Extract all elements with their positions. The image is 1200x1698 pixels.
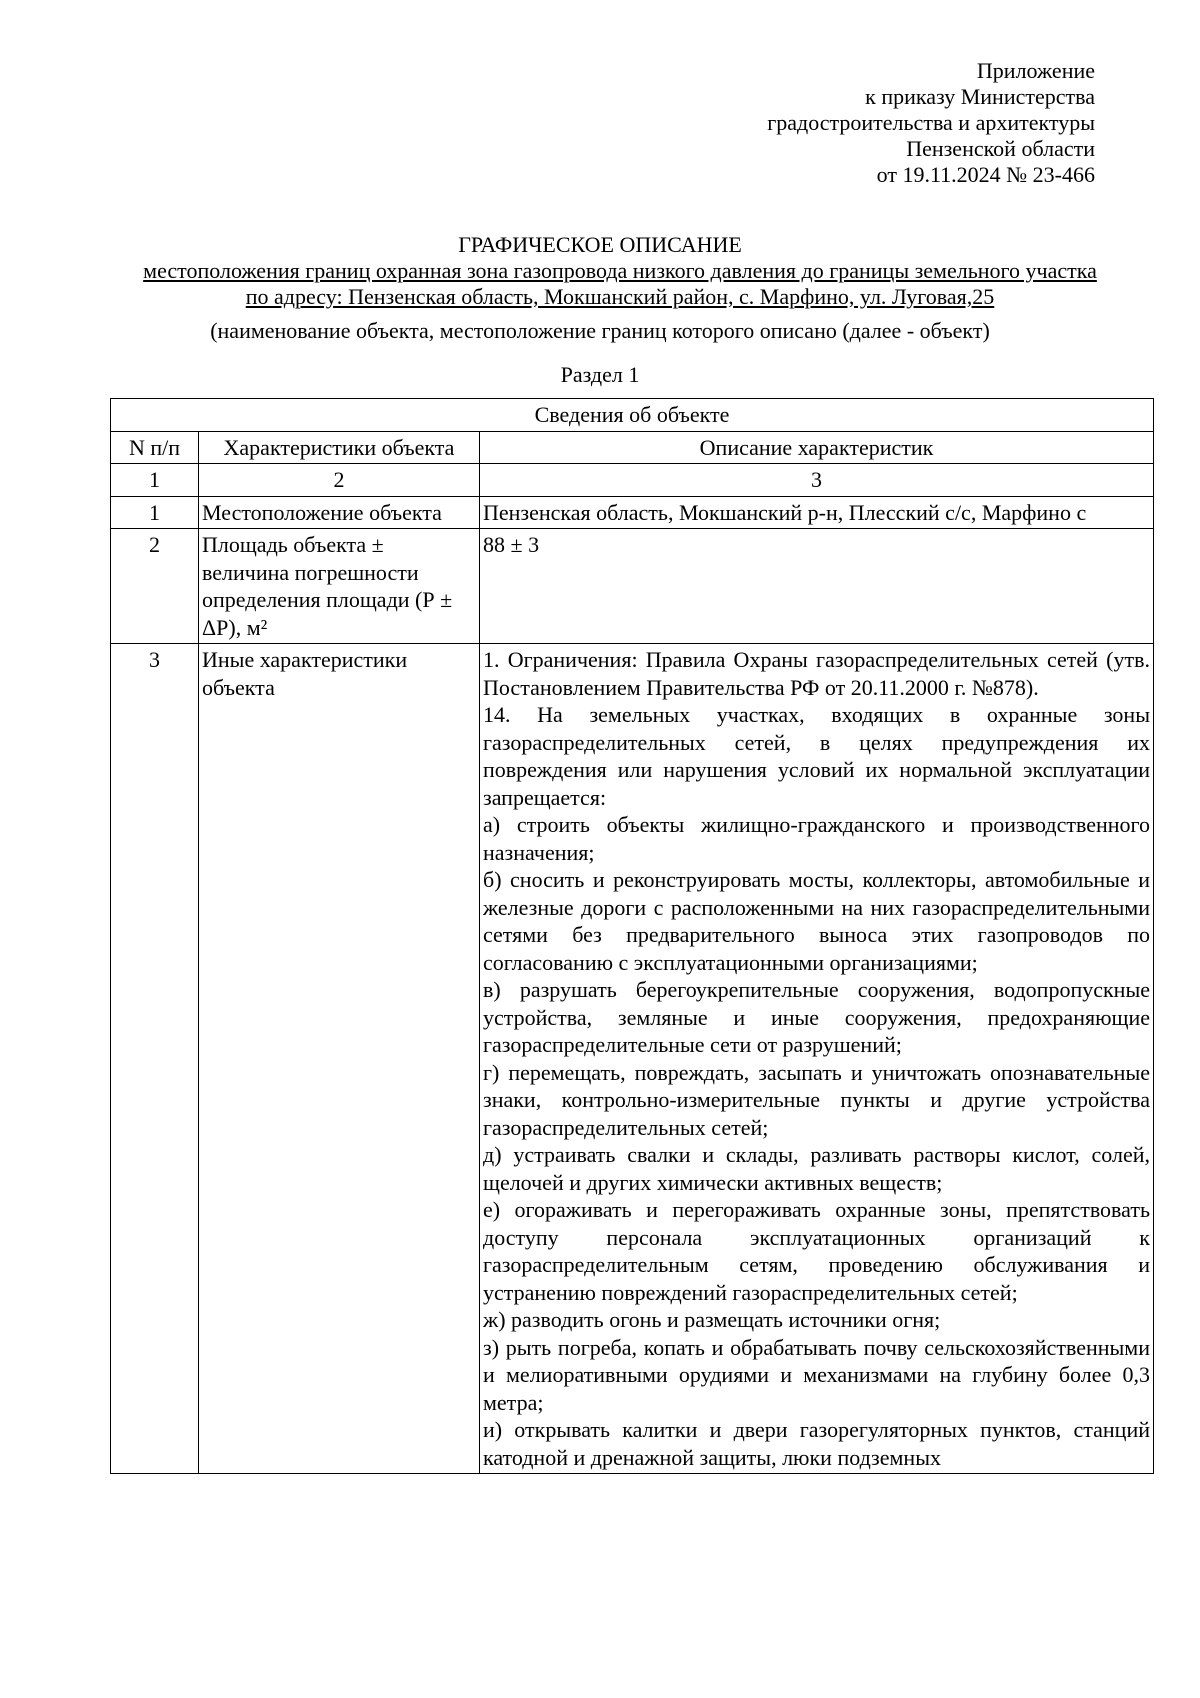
object-caption: (наименование объекта, местоположение границ которого описано (далее - объект) [210, 318, 990, 343]
row-characteristic: Площадь объекта ± величина погрешности определения площади (Р ± ΔР), м² [199, 529, 480, 644]
restriction-paragraph: ж) разводить огонь и размещать источники огня; [483, 1307, 941, 1332]
object-info-table [110, 398, 1154, 1474]
table-header-row [111, 431, 1154, 464]
appendix-line: от 19.11.2024 № 23-466 [876, 162, 1095, 187]
header-description: Описание характеристик [480, 431, 1154, 464]
row-number: 3 [111, 644, 199, 1474]
table-row [111, 529, 1154, 644]
restriction-paragraph: в) разрушать берегоукрепительные сооружения, водопропускные устройства, земляные и иные сооружения, предохраняющие газораспределительные сети от разрушений; [483, 977, 1150, 1057]
column-number: 1 [111, 464, 199, 497]
appendix-line: Приложение [976, 58, 1095, 83]
appendix-line: Пензенской области [906, 136, 1095, 161]
restriction-paragraph: 1. Ограничения: Правила Охраны газораспределительных сетей (утв. Постановлением Правительства РФ от 20.11.2000 г. №878). [483, 647, 1150, 700]
appendix-line: к приказу Министерства [865, 84, 1095, 109]
appendix-line: градостроительства и архитектуры [767, 110, 1095, 135]
row-number: 1 [111, 496, 199, 529]
restriction-paragraph: д) устраивать свалки и склады, разливать растворы кислот, солей, щелочей и других химически активных веществ; [483, 1142, 1150, 1195]
table-row [111, 496, 1154, 529]
row-characteristic: Местоположение объекта [199, 496, 480, 529]
appendix-block [575, 58, 1095, 188]
document-title: ГРАФИЧЕСКОЕ ОПИСАНИЕ [458, 232, 742, 257]
header-num: N п/п [111, 431, 199, 464]
row-value: Пензенская область, Мокшанский р-н, Плесский с/с, Марфино с [480, 496, 1154, 529]
restriction-paragraph: г) перемещать, повреждать, засыпать и уничтожать опознавательные знаки, контрольно-измерительные пункты и другие устройства газораспределительных сетей; [483, 1059, 1150, 1140]
row-value: 88 ± 3 [480, 529, 1154, 644]
restriction-paragraph: з) рыть погреба, копать и обрабатывать почву сельскохозяйственными и мелиоративными орудиями и механизмами на глубину более 0,3 метра; [483, 1334, 1150, 1415]
row-number: 2 [111, 529, 199, 644]
column-number: 2 [199, 464, 480, 497]
restriction-paragraph: и) открывать калитки и двери газорегуляторных пунктов, станций катодной и дренажной защиты, люки подземных [483, 1417, 1150, 1470]
section-heading: Раздел 1 [560, 362, 640, 387]
column-number: 3 [480, 464, 1154, 497]
restriction-paragraph: 14. На земельных участках, входящих в охранные зоны газораспределительных сетей, в целях предупреждения их повреждения или нарушения условий их нормальной эксплуатации запрещается: [483, 702, 1150, 810]
column-numbering-row [111, 464, 1154, 497]
table-row [111, 644, 1154, 1474]
table-caption: Сведения об объекте [111, 399, 1154, 432]
row-characteristic: Иные характеристики объекта [199, 644, 480, 1474]
restriction-paragraph: б) сносить и реконструировать мосты, коллекторы, автомобильные и железные дороги с расположенными на них газораспределительными сетями без предварительного выноса этих газопроводов по согласованию с эксплуатационными организациями; [483, 867, 1150, 975]
header-characteristics: Характеристики объекта [199, 431, 480, 464]
object-description: местоположения границ охранная зона газопровода низкого давления до границы земельного участка по адресу: Пензенская область, Мокшанский район, с. Марфино, ул. Луговая,25 [143, 258, 1097, 309]
restriction-paragraph: а) строить объекты жилищно-гражданского и производственного назначения; [483, 812, 1150, 865]
restriction-paragraph: е) огораживать и перегораживать охранные зоны, препятствовать доступу персонала эксплуатационных организаций к газораспределительным сетям, проведению обслуживания и устранению повреждений газораспределительных сетей; [483, 1197, 1150, 1305]
row-value-restrictions [480, 644, 1154, 1474]
table-caption-row [111, 399, 1154, 432]
